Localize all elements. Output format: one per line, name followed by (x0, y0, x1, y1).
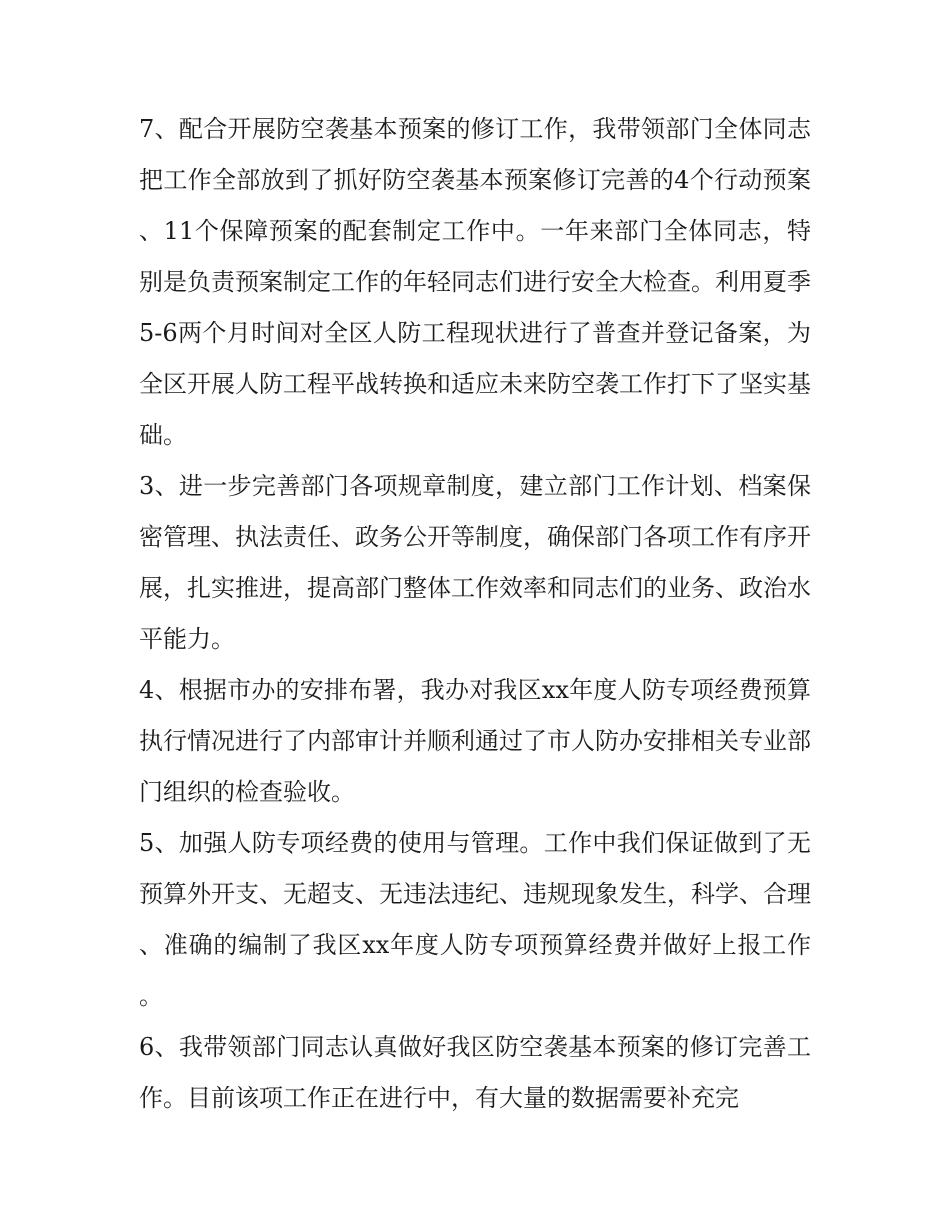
paragraph-item-4-budget-audit: 4、根据市办的安排布署，我办对我区xx年度人防专项经费预算执行情况进行了内部审计并顺利通过了市人防办安排相关专业部门组织的检查验收。 (139, 676, 811, 806)
paragraph-item-5-fund-management: 5、加强人防专项经费的使用与管理。工作中我们保证做到了无预算外开支、无超支、无违法违纪、违规现象发生，科学、合理、准确的编制了我区xx年度人防专项预算经费并做好上报工作。 (139, 829, 811, 1010)
paragraph-item-7-plan-revision: 7、配合开展防空袭基本预案的修订工作，我带领部门全体同志把工作全部放到了抓好防空袭基本预案修订完善的4个行动预案、11个保障预案的配套制定工作中。一年来部门全体同志，特别是负责预案制定工作的年轻同志们进行安全大检查。利用夏季5-6两个月时间对全区人防工程现状进行了普查并登记备案，为全区开展人防工程平战转换和适应未来防空袭工作打下了坚实基础。 (139, 115, 811, 449)
paragraph-item-3-regulations: 3、进一步完善部门各项规章制度，建立部门工作计划、档案保密管理、执法责任、政务公开等制度，确保部门各项工作有序开展，扎实推进，提高部门整体工作效率和同志们的业务、政治水平能力。 (139, 472, 811, 653)
paragraph-item-6-plan-improvement: 6、我带领部门同志认真做好我区防空袭基本预案的修订完善工作。目前该项工作正在进行中，有大量的数据需要补充完 (139, 1033, 811, 1112)
document-body (139, 104, 811, 1124)
